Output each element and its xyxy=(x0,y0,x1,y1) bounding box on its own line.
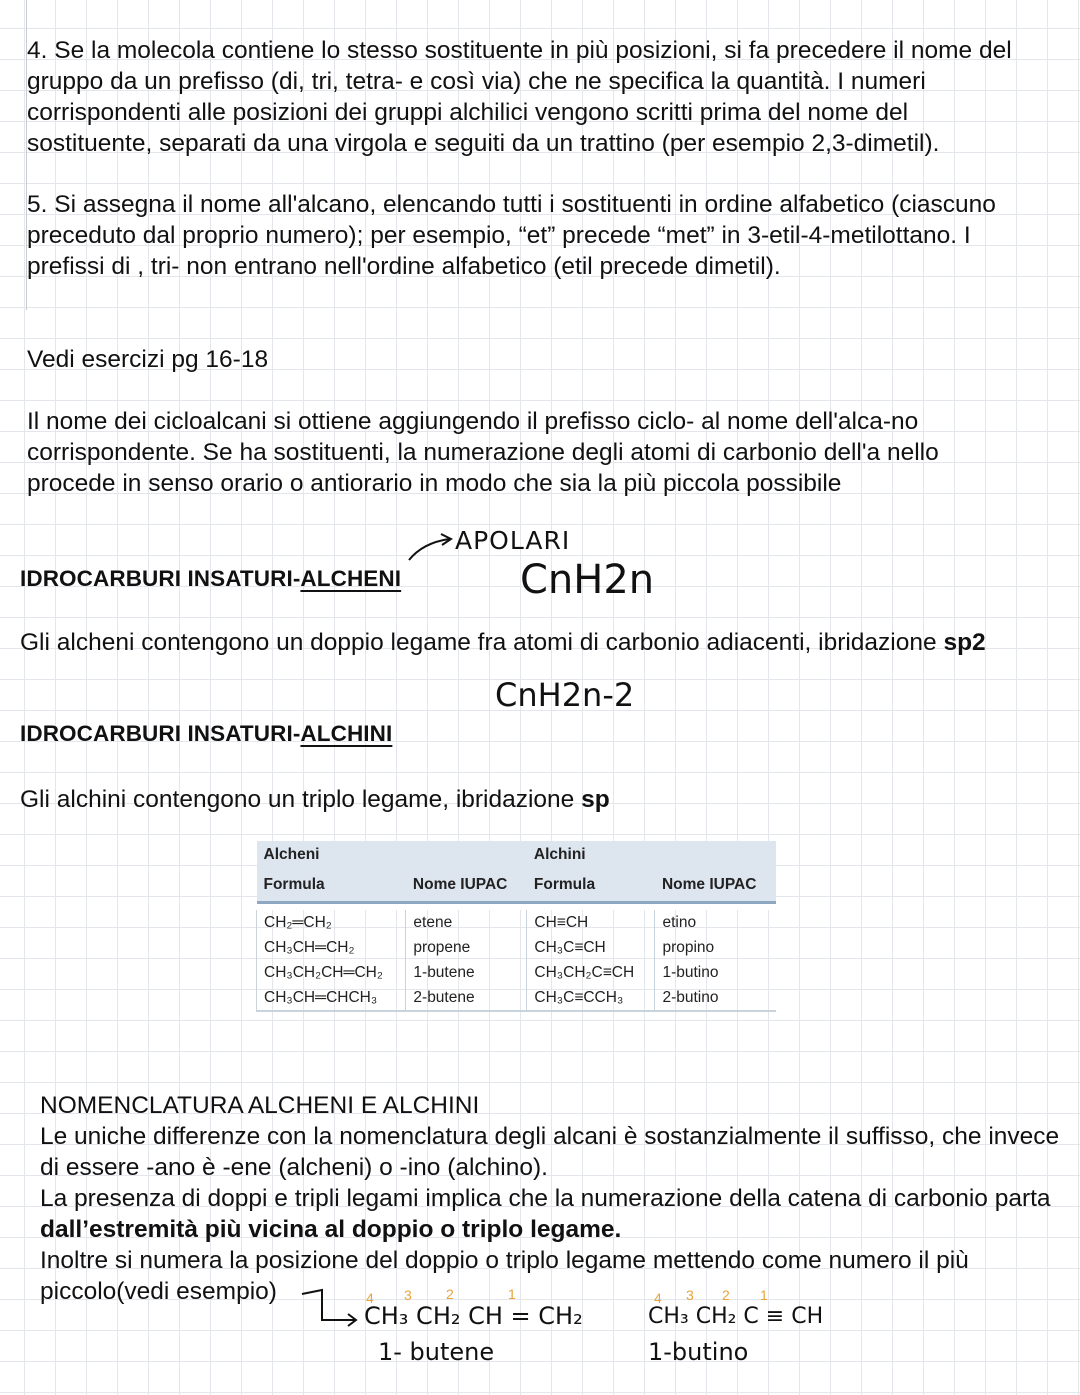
table-header-iupac: Nome IUPAC xyxy=(406,869,527,903)
example-butyne xyxy=(648,1287,824,1390)
alkenes-formula-text: CnH2n xyxy=(520,557,655,603)
exercises-reference: Vedi esercizi pg 16-18 xyxy=(27,346,269,373)
alkene-formula-cell: CH₂═CH₂ xyxy=(257,910,406,935)
table-row xyxy=(257,935,777,960)
alkyne-formula-cell: CH₃CH₂C≡CH xyxy=(527,960,655,985)
carbon-number: 4 xyxy=(366,1290,374,1306)
table-group-alkenes: Alcheni xyxy=(257,841,527,869)
alkene-formula-cell: CH₃CH═CHCH₃ xyxy=(257,985,406,1011)
alkynes-formula-text: CnH2n-2 xyxy=(495,676,635,714)
table-row xyxy=(257,985,777,1011)
alkynes-heading-prefix: IDROCARBURI INSATURI- xyxy=(20,721,301,746)
alkynes-heading-term: ALCHINI xyxy=(300,721,393,746)
alkene-formula-cell: CH₃CH₂CH═CH₂ xyxy=(257,960,406,985)
alkenes-heading xyxy=(20,566,401,592)
nomenclature-paragraph-3: Inoltre si numera la posizione del doppio o triplo legame mettendo come numero il più piccolo(vedi esempio) xyxy=(40,1247,969,1305)
cycloalkanes-paragraph: Il nome dei cicloalcani si ottiene aggiungendo il prefisso ciclo- al nome dell'alca-no corrispondente. Se ha sostituenti, la numerazione degli atomi di carbonio dell'a nello procede in senso orario o antiorario in modo che sia la più piccola possibile xyxy=(27,408,939,497)
alkene-name-cell: etene xyxy=(406,910,527,935)
apolar-note: APOLARI xyxy=(455,526,571,555)
butene-name: 1- butene xyxy=(378,1338,495,1366)
carbon-number: 2 xyxy=(722,1287,730,1303)
alkynes-hybridization: sp xyxy=(581,786,610,813)
alkene-formula-cell: CH₃CH═CH₂ xyxy=(257,935,406,960)
nomenclature-title: NOMENCLATURA ALCHENI E ALCHINI xyxy=(40,1092,480,1119)
alkenes-hybridization: sp2 xyxy=(943,629,986,656)
table-header-formula: Formula xyxy=(527,869,655,903)
alkyne-name-cell: etino xyxy=(655,910,776,935)
alkenes-heading-prefix: IDROCARBURI INSATURI- xyxy=(20,566,301,591)
nomenclature-paragraph-1: Le uniche differenze con la nomenclatura degli alcani è sostanzialmente il suffisso, che invece di essere -ano è -ene (alcheni) o -ino (alchino). xyxy=(40,1123,1060,1181)
alkene-name-cell: 2-butene xyxy=(406,985,527,1011)
rule-5-paragraph: 5. Si assegna il nome all'alcano, elencando tutti i sostituenti in ordine alfabetico (ciascuno preceduto dal proprio numero); per esempio, “et” precede “met” in 3-etil-4-metilottano. I prefissi di , tri- non entrano nell'ordine alfabetico (etil precede dimetil). xyxy=(27,191,996,280)
alkenes-text: Gli alcheni contengono un doppio legame fra atomi di carbonio adiacenti, ibridazione xyxy=(20,629,944,656)
alkynes-text: Gli alchini contengono un triplo legame, ibridazione xyxy=(20,786,582,813)
alkyne-name-cell: 2-butino xyxy=(655,985,776,1011)
nomenclature-p2-bold: dall’estremità più vicina al doppio o triplo legame. xyxy=(40,1216,622,1243)
carbon-number: 1 xyxy=(760,1287,768,1303)
nomenclature-p2-text: La presenza di doppi e tripli legami implica che la numerazione della catena di carbonio parta xyxy=(40,1185,1051,1212)
butene-structural-formula: CH₃ CH₂ CH = CH₂ xyxy=(364,1302,583,1330)
table-header-formula: Formula xyxy=(257,869,406,903)
carbon-number: 3 xyxy=(686,1287,694,1303)
alkyne-formula-cell: CH₃C≡CCH₃ xyxy=(527,985,655,1011)
carbon-number: 2 xyxy=(446,1286,454,1302)
alkenes-alkynes-table xyxy=(256,841,776,1012)
alkenes-heading-term: ALCHENI xyxy=(300,566,402,591)
table-row xyxy=(257,910,777,935)
alkyne-name-cell: propino xyxy=(655,935,776,960)
alkyne-name-cell: 1-butino xyxy=(655,960,776,985)
alkene-name-cell: propene xyxy=(406,935,527,960)
table-row xyxy=(257,960,777,985)
example-arrow-icon xyxy=(298,1284,360,1328)
alkenes-description xyxy=(20,627,1030,658)
table-group-alkynes: Alchini xyxy=(527,841,776,869)
alkynes-general-formula xyxy=(495,675,634,715)
nomenclature-section xyxy=(40,1090,1060,1307)
carbon-number: 3 xyxy=(404,1287,412,1303)
butyne-name: 1-butino xyxy=(648,1338,749,1366)
example-butene xyxy=(364,1286,583,1390)
nomenclature-paragraph-2 xyxy=(40,1183,1060,1245)
rule-4-paragraph: 4. Se la molecola contiene lo stesso sostituente in più posizioni, si fa precedere il nome del gruppo da un prefisso (di, tri, tetra- e così via) che ne specifica la quantità. I numeri corrispondenti alle posizioni dei gruppi alchilici vengono scritti prima del nome del sostituente, separati da una virgola e seguiti da un trattino (per esempio 2,3-dimetil). xyxy=(27,37,1012,157)
butyne-structural-formula: CH₃ CH₂ C ≡ CH xyxy=(648,1304,824,1329)
carbon-number: 1 xyxy=(508,1286,516,1302)
apolar-arrow-icon xyxy=(405,530,457,564)
alkyne-formula-cell: CH≡CH xyxy=(527,910,655,935)
table-header-iupac: Nome IUPAC xyxy=(655,869,776,903)
alkene-name-cell: 1-butene xyxy=(406,960,527,985)
alkenes-general-formula xyxy=(520,556,654,604)
carbon-number: 4 xyxy=(654,1290,662,1306)
alkynes-heading xyxy=(20,721,392,747)
alkyne-formula-cell: CH₃C≡CH xyxy=(527,935,655,960)
alkynes-description xyxy=(20,784,610,815)
